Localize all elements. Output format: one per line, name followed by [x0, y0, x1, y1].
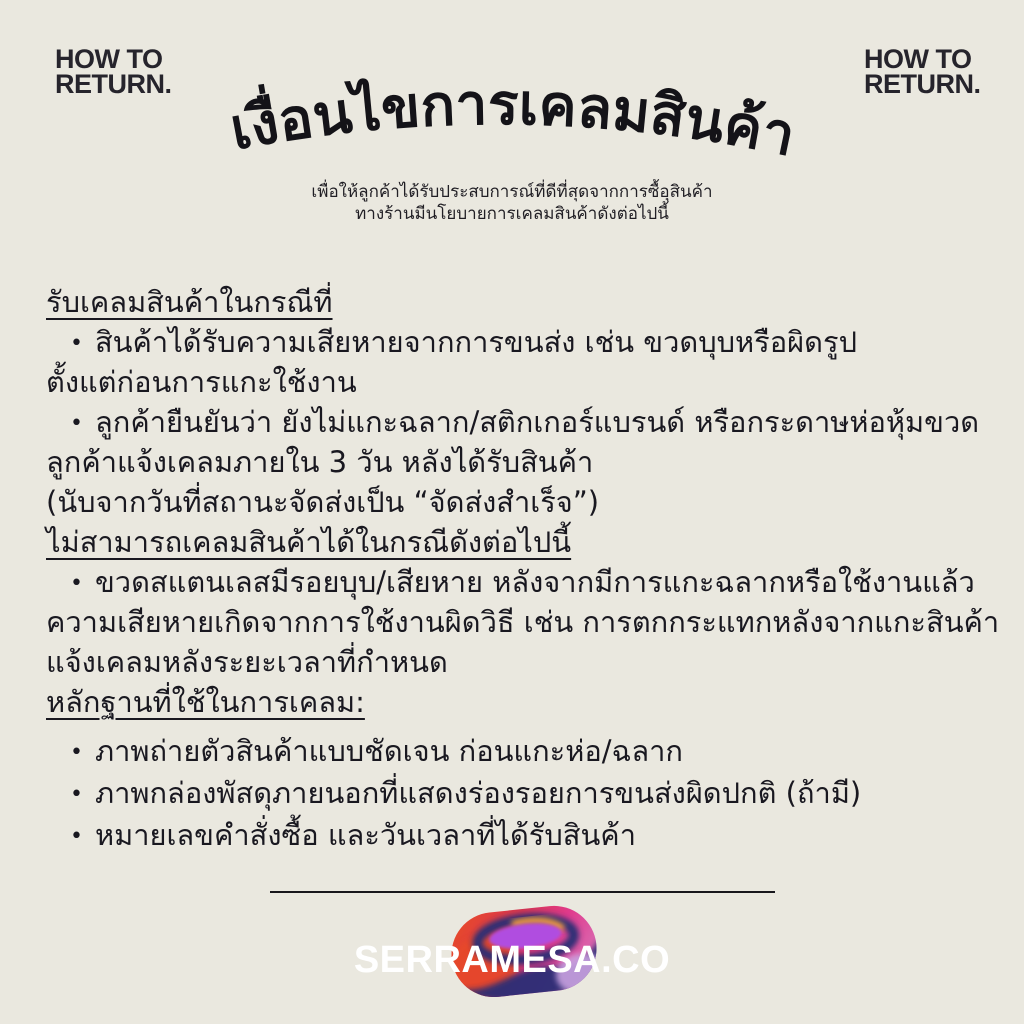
bullet-text: ลูกค้ายืนยันว่า ยังไม่แกะฉลาก/สติกเกอร์แบรนด์ หรือกระดาษห่อหุ้มขวด	[94, 405, 980, 439]
section-heading-claim-rejected	[46, 522, 986, 562]
bullet-icon: •	[70, 411, 83, 436]
body-line	[46, 482, 986, 522]
body-line	[46, 602, 1000, 642]
brand-line-2: RETURN.	[864, 69, 981, 99]
claim-policy-text	[46, 282, 1000, 856]
body-line-text: ความเสียหายเกิดจากการใช้งานผิดวิธี เช่น การตกกระแทกหลังจากแกะสินค้า	[46, 605, 1000, 639]
brand-line-2: RETURN.	[55, 69, 172, 99]
body-line	[46, 642, 986, 682]
body-line	[46, 442, 986, 482]
brand-line-1: HOW TO	[864, 44, 972, 74]
svg-text:เงื่อนไขการเคลมสินค้า	[225, 72, 801, 170]
bullet-icon: •	[70, 331, 83, 356]
evidence-list	[46, 730, 986, 856]
brand-line-1: HOW TO	[55, 44, 163, 74]
heading-text: หลักฐานที่ใช้ในการเคลม:	[46, 685, 365, 719]
bullet-item	[46, 772, 986, 814]
footer-divider-line	[270, 891, 775, 893]
bullet-icon: •	[70, 740, 83, 765]
body-line-text: ตั้งแต่ก่อนการแกะใช้งาน	[46, 365, 357, 399]
bullet-icon: •	[70, 571, 83, 596]
bullet-item	[46, 814, 986, 856]
section-heading-evidence	[46, 682, 986, 722]
bullet-text: ภาพกล่องพัสดุภายนอกที่แสดงร่องรอยการขนส่งผิดปกติ (ถ้ามี)	[94, 776, 862, 810]
heading-text: รับเคลมสินค้าในกรณีที่	[46, 285, 333, 319]
bullet-text: ภาพถ่ายตัวสินค้าแบบชัดเจน ก่อนแกะห่อ/ฉลาก	[94, 734, 683, 768]
section-heading-claim-accepted	[46, 282, 986, 322]
heading-text: ไม่สามารถเคลมสินค้าได้ในกรณีดังต่อไปนี้	[46, 525, 572, 559]
body-line-text: แจ้งเคลมหลังระยะเวลาที่กำหนด	[46, 645, 448, 679]
bullet-text: ขวดสแตนเลสมีรอยบุบ/เสียหาย หลังจากมีการแกะฉลากหรือใช้งานแล้ว	[94, 565, 975, 599]
subtitle-line-2: ทางร้านมีนโยบายการเคลมสินค้าดังต่อไปนี้	[355, 204, 669, 224]
body-line	[46, 362, 986, 402]
body-line-text: ลูกค้าแจ้งเคลมภายใน 3 วัน หลังได้รับสินค้า	[46, 445, 594, 479]
footer-brand-text: SERRAMESA.CO	[353, 939, 671, 981]
bullet-item	[46, 322, 986, 362]
page-title: เงื่อนไขการเคลมสินค้า	[225, 71, 801, 170]
body-line-text: (นับจากวันที่สถานะจัดส่งเป็น “จัดส่งสำเร็จ”)	[46, 485, 600, 519]
bullet-icon: •	[70, 782, 83, 807]
subtitle-line-1: เพื่อให้ลูกค้าได้รับประสบการณ์ที่ดีที่สุดจากการซื้อุสินค้า	[311, 182, 713, 202]
subtitle	[0, 181, 1024, 225]
bullet-text: หมายเลขคำสั่งซื้อ และวันเวลาที่ได้รับสินค้า	[94, 818, 636, 852]
bullet-item	[46, 402, 986, 442]
bullet-item	[46, 562, 986, 602]
bullet-icon: •	[70, 824, 83, 849]
bullet-text: สินค้าได้รับความเสียหายจากการขนส่ง เช่น ขวดบุบหรือผิดรูป	[94, 325, 857, 359]
bullet-item	[46, 730, 986, 772]
